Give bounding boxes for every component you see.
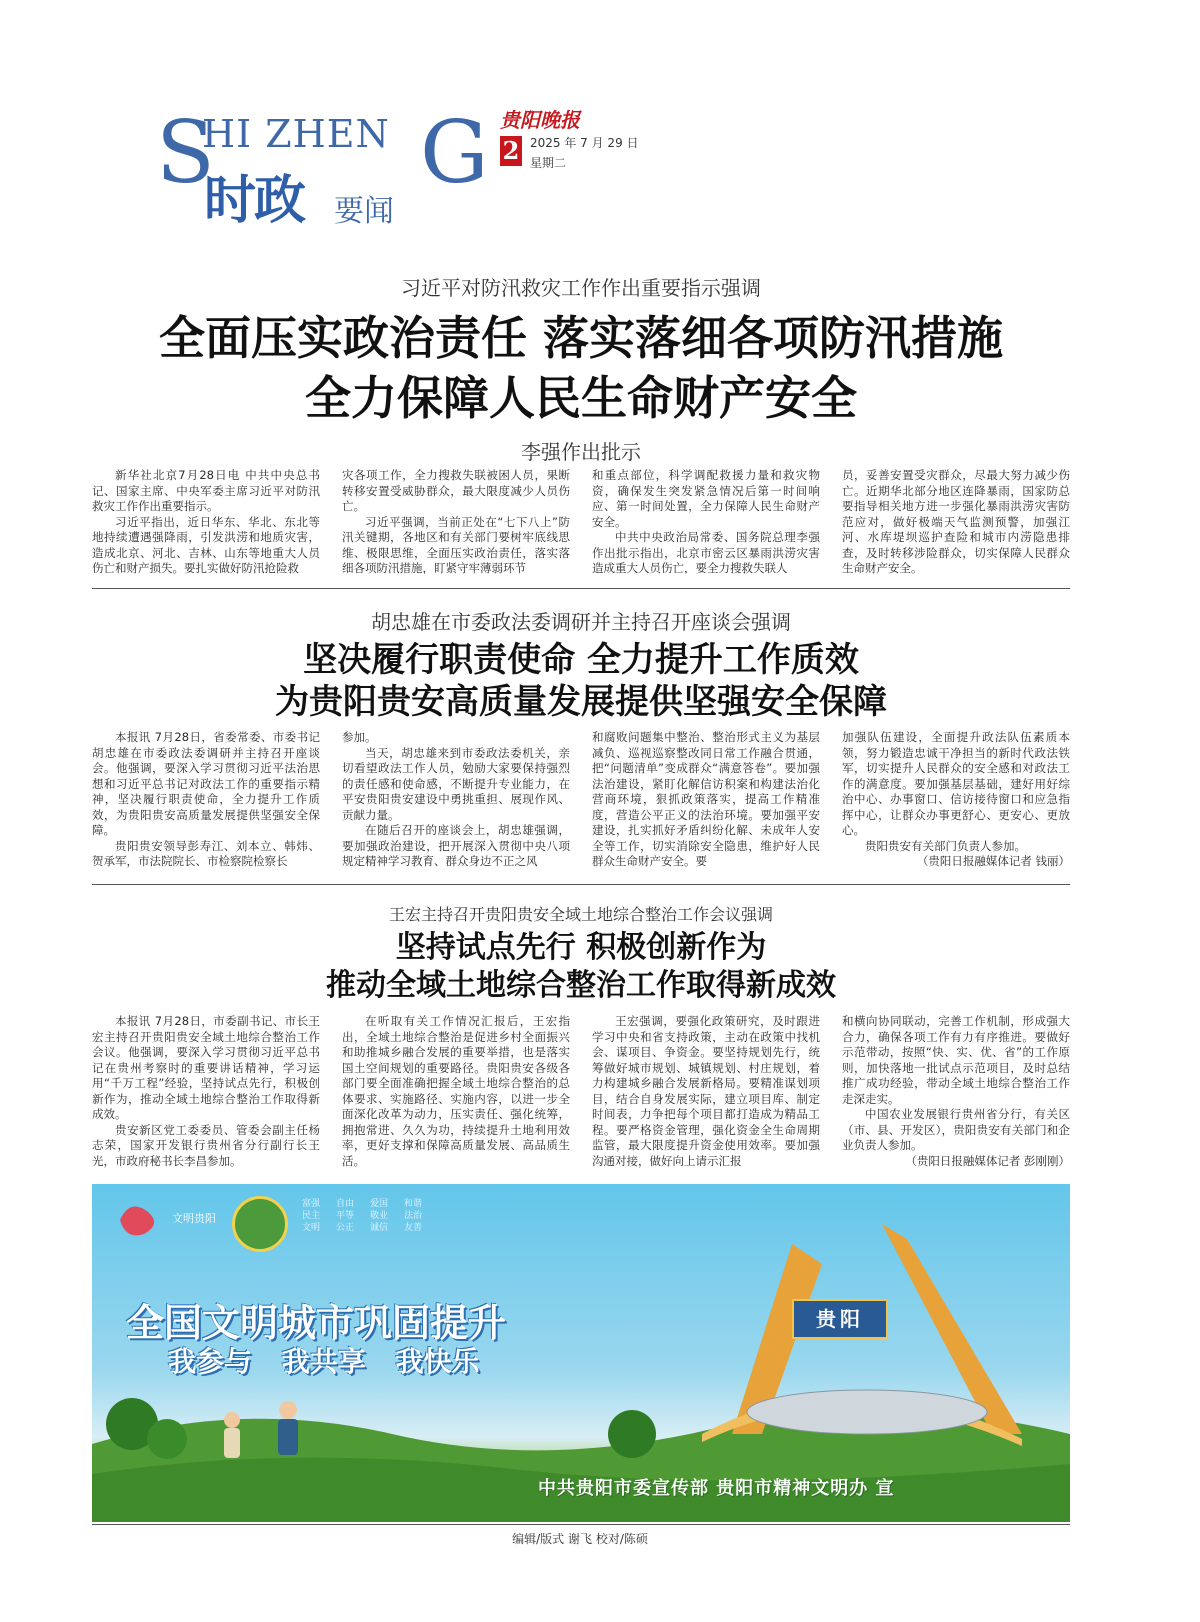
value-word: 友善: [404, 1223, 423, 1233]
paragraph: 贵安新区党工委委员、管委会副主任杨志荣，国家开发银行贵州省分行副行长王光，市政府秘书长李昌参加。: [92, 1122, 320, 1168]
section-title: 时政: [204, 171, 305, 231]
article-flood-relief: [92, 272, 1070, 577]
article-column: [92, 730, 320, 868]
civilization-logo-icon: [120, 1207, 154, 1236]
value-word: 和谐: [404, 1199, 423, 1209]
value-group: [302, 1198, 326, 1234]
paragraph: 贵阳贵安有关部门负责人参加。: [865, 838, 1026, 853]
value-word: 自由: [336, 1199, 355, 1209]
value-word: 爱国: [370, 1199, 389, 1209]
paragraph: 习近平指出，近日华东、华北、东北等地持续遭遇强降雨，引发洪涝和地质灾害，造成北京、河北、吉林、山东等地重大人员伤亡和财产损失。要扎实做好防汛抢险救: [92, 514, 320, 574]
value-word: 平等: [336, 1211, 355, 1221]
paragraph: 当天，胡忠雄来到市委政法委机关，亲切看望政法工作人员，勉励大家要保持强烈的责任感和使命感，不断提升专业能力，在平安贵阳贵安建设中勇挑重担、展现作风、贡献力量。: [342, 745, 570, 822]
paragraph: 在听取有关工作情况汇报后，王宏指出，全域土地综合整治是促进乡村全面振兴和助推城乡融合发展的重要举措，也是落实国土空间规划的重要路径。贵阳贵安各级各部门要全面准确把握全域土地综合整治的总体要求、实施路径、实施内容，以进一步全面深化改革为动力，压实责任、强化统筹，拥抱常进、久久为功，持续提升土地利用效率，更好支撑和保障高质量发展、高品质生活。: [342, 1014, 570, 1168]
divider: [92, 588, 1070, 589]
article-column: [842, 1014, 1070, 1168]
newspaper-logo: 贵阳晚报: [500, 108, 580, 132]
article-column: [842, 730, 1070, 868]
masthead-pinyin: HI ZHEN: [202, 112, 390, 156]
reporter-byline: （贵阳日报融媒体记者 彭刚刚）: [905, 1153, 1070, 1168]
article-body: [92, 1014, 1070, 1168]
article-column: [92, 1014, 320, 1168]
value-word: 公正: [336, 1223, 355, 1233]
ad-logo-text: 文明贵阳: [172, 1212, 216, 1225]
article-column: [592, 1014, 820, 1168]
paragraph: 新华社北京7月28日电 中共中央总书记、国家主席、中央军委主席习近平对防汛救灾工作作出重要指示。: [92, 468, 320, 513]
paragraph: 中共中央政治局常委、国务院总理李强作出批示指出，北京市密云区暴雨洪涝灾害造成重大人员伤亡，要全力搜救失联人: [592, 530, 820, 574]
page-credits: 编辑/版式 谢飞 校对/陈硕: [512, 1532, 648, 1546]
hiker-figure: [278, 1419, 298, 1455]
article-column: [592, 730, 820, 868]
paragraph: 参加。: [342, 730, 377, 744]
issue-date: 2025 年 7 月 29 日: [530, 136, 639, 150]
value-group: [370, 1198, 394, 1234]
hiker-figure: [224, 1412, 240, 1428]
paragraph: 在随后召开的座谈会上，胡忠雄强调，要加强政治建设，把开展深入贯彻中央八项规定精神学习教育、群众身边不正之风: [342, 823, 570, 868]
article-column: [592, 468, 820, 574]
paragraph: 员，妥善安置受灾群众，尽最大努力减少伤亡。近期华北部分地区连降暴雨，国家防总要指导相关地方进一步强化暴雨洪涝灾害防范应对，做好极端天气监测预警，加强江河、水库堤坝巡护查险和城市内涝隐患排查，及时转移涉险群众，切实保障人民群众生命财产安全。: [842, 468, 1070, 574]
stadium-bowl: [747, 1390, 987, 1434]
paragraph: 习近平强调，当前正处在“七下八上”防汛关键期，各地区和有关部门要树牢底线思维、极限思维，全面压实政治责任，落实落细各项防汛措施，盯紧守牢薄弱环节: [342, 514, 570, 574]
tree: [147, 1419, 187, 1459]
article-kicker: 王宏主持召开贵阳贵安全域土地综合整治工作会议强调: [388, 905, 773, 924]
paragraph: 中国农业发展银行贵州省分行，有关区（市、县、开发区），贵阳贵安有关部门和企业负责人参加。: [842, 1107, 1070, 1152]
paragraph: 灾各项工作，全力搜救失联被困人员，果断转移安置受威胁群众，最大限度减少人员伤亡。: [342, 468, 570, 513]
value-group: [404, 1198, 428, 1234]
hiker-figure: [224, 1428, 240, 1458]
article-kicker: 胡忠雄在市委政法委调研并主持召开座谈会强调: [371, 610, 791, 634]
paragraph: 王宏强调，要强化政策研究，及时跟进学习中央和省支持政策，主动在政策中找机会、谋项目、争资金。要坚持规划先行，统筹做好城市规划、城镇规划、村庄规划，着力构建城乡融合发展新格局。要精准谋划项目，结合自身发展实际，建立项目库、制定时间表，力争把每个项目都打造成为精品工程。要严格资金管理，强化资金全生命周期监管，最大限度提升资金使用效率。要加强沟通对接，做好向上请示汇报: [592, 1014, 820, 1168]
emblem-icon: [232, 1196, 288, 1252]
civilization-city-ad: [92, 1184, 1070, 1522]
section-subtitle: 要闻: [334, 194, 394, 229]
article-political-legal: [92, 606, 1070, 876]
article-column: [342, 468, 570, 574]
city-badge: 贵阳: [792, 1299, 888, 1339]
paragraph: 贵阳贵安领导彭寿江、刘本立、韩炜、贺承军，市法院院长、市检察院检察长: [92, 838, 320, 868]
value-word: 富强: [302, 1199, 321, 1209]
hiker-figure: [279, 1401, 297, 1419]
paragraph: 和重点部位，科学调配救援力量和救灾物资，确保发生突发紧急情况后第一时间响应、第一时间处置，全力保障人民生命财产安全。: [592, 468, 820, 529]
article-subhead: 李强作出批示: [521, 440, 641, 464]
paragraph: 本报讯 7月28日，市委副书记、市长王宏主持召开贵阳贵安全域土地综合整治工作会议。他强调，要深入学习贯彻习近平总书记在贵州考察时的重要讲话精神，学习运用“千万工程”经验，坚持试点先行，积极创新作为，推动全域土地综合整治工作取得新成效。: [92, 1014, 320, 1121]
reporter-byline: （贵阳日报融媒体记者 钱丽）: [916, 854, 1070, 868]
paragraph: 本报讯 7月28日，省委常委、市委书记胡忠雄在市委政法委调研并主持召开座谈会。他强调，要深入学习贯彻习近平法治思想和习近平总书记对政法工作的重要指示精神，坚决履行职责使命，全力提升工作质效，为贵阳贵安高质量发展提供坚强安全保障。: [92, 730, 320, 837]
paragraph: 和横向协同联动，完善工作机制，形成强大合力，确保各项工作有力有序推进。要做好示范带动，按照“快、实、优、省”的工作原则，加快落地一批试点示范项目，及时总结推广成功经验，带动全域土地综合整治工作走深走实。: [842, 1014, 1070, 1106]
value-word: 敬业: [370, 1211, 389, 1221]
value-word: 诚信: [370, 1223, 389, 1233]
tree: [608, 1410, 656, 1458]
article-headline-line1: 全面压实政治责任 落实落细各项防汛措施: [158, 311, 1003, 365]
article-headline-line2: 全力保障人民生命财产安全: [305, 371, 857, 425]
article-kicker: 习近平对防汛救灾工作作出重要指示强调: [401, 276, 761, 300]
article-land-consolidation: [92, 902, 1070, 1172]
article-headline-line1: 坚持试点先行 积极创新作为: [395, 930, 767, 965]
article-headline-line2: 推动全域土地综合整治工作取得新成效: [326, 968, 836, 1003]
section-masthead: [150, 100, 530, 230]
article-column: [342, 1014, 570, 1168]
paragraph: 和腐败问题集中整治、整治形式主义为基层减负、巡视巡察整改同日常工作融合贯通，把“问题清单”变成群众“满意答卷”。要加强法治建设，紧盯化解信访积案和构建法治化营商环境，狠抓政策落实，提高工作精准度，营造公平正义的法治环境。要加强平安建设，扎实抓好矛盾纠纷化解、未成年人安全等工作，切实消除安全隐患，维护好人民群众生命财产安全。要: [592, 730, 820, 868]
ad-title: 全国文明城市巩固提升: [126, 1301, 507, 1345]
article-column: [92, 468, 320, 574]
value-word: 文明: [302, 1223, 321, 1233]
masthead-letter-s: S: [156, 103, 215, 203]
value-word: 民主: [302, 1211, 321, 1221]
paragraph: 加强队伍建设，全面提升政法队伍素质本领，努力锻造忠诚干净担当的新时代政法铁军，切实提升人民群众的安全感和对政法工作的满意度。要加强基层基础，建好用好综治中心、办事窗口、信访接待窗口和应急指挥中心，让群众办事更舒心、更安心、更放心。: [842, 730, 1070, 837]
value-group: [336, 1198, 360, 1234]
article-headline-line2: 为贵阳贵安高质量发展提供坚强安全保障: [275, 682, 887, 722]
article-headline-line1: 坚决履行职责使命 全力提升工作质效: [303, 640, 859, 680]
article-body: [92, 730, 1070, 868]
core-values: [302, 1198, 428, 1234]
masthead-letter-g: G: [420, 103, 489, 203]
article-body: [92, 468, 1070, 574]
divider: [92, 1524, 1070, 1525]
article-column: [842, 468, 1070, 574]
ad-slogan: 我参与 我共享 我快乐: [168, 1345, 480, 1378]
value-word: 法治: [404, 1211, 423, 1221]
ad-sponsor: 中共贵阳市委宣传部 贵阳市精神文明办 宣: [538, 1478, 895, 1499]
issue-weekday: 星期二: [530, 156, 567, 170]
page-number: 2: [500, 136, 522, 166]
divider: [92, 884, 1070, 885]
article-column: [342, 730, 570, 868]
